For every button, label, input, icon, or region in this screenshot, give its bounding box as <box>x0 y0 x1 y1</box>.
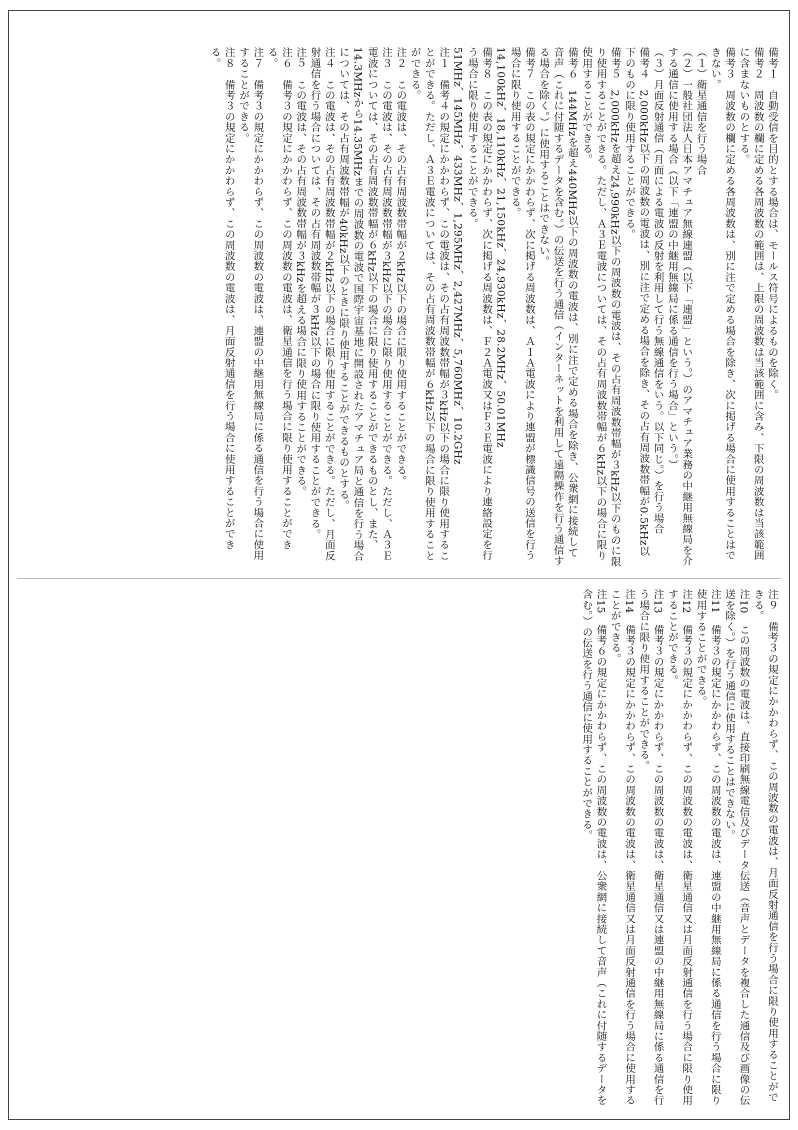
document-page <box>8 10 790 1120</box>
footnote-entry: 注14 備考３の規定にかかわらず、この周波数の電波は、衛星通信又は月面反射通信を行う場合に使用することができる。 <box>608 589 636 1106</box>
section-divider <box>17 578 781 579</box>
notes-upper-column <box>15 47 779 567</box>
footnote-entry: 注11 備考３の規定にかかわらず、この周波数の電波は、連盟の中継用無線局に係る通信を行う場合に限り使用することができる。 <box>694 589 721 1106</box>
footnote-entry: 注７ 備考３の規定にかかわらず、この周波数の電波は、連盟の中継用無線局に係る通信を行う場合に使用することができる。 <box>237 47 264 561</box>
note-entry: 備考１ 自動受信を目的とする場合は、モールス符号によるものを除く。 <box>766 47 778 401</box>
note-sub-item: （３）月面反射通信（月面による電波の反射を利用して行う無線通信をいう。以下同じ。）を行う場合 <box>651 47 664 534</box>
footnote-entry: 注５ この電波は、その占有周波数帯幅が３kHzを超える場合に限り使用することができる。 <box>294 47 307 497</box>
footnote-entry: 注６ 備考３の規定にかかわらず、この周波数の電波は、衛星通信を行う場合に限り使用することができる。 <box>265 47 292 550</box>
footnote-entry: 注10 この周波数の電波は、直接印刷無線電信及びデータ伝送（音声とデータを複合した通信及び画像の伝送を除く。）を行う通信に使用することはできない。 <box>723 589 750 1106</box>
footnote-entry: 注９ 備考３の規定にかかわらず、この周波数の電波は、月面反射通信を行う場合に限り使用することができる。 <box>751 589 778 1103</box>
footnote-entry: 注８ 備考３の規定にかかわらず、この周波数の電波は、月面反射通信を行う場合に使用することができる。 <box>208 47 235 550</box>
note-entry: 備考６ 144MHzを超え440MHz以下の周波数の電波は、別に注で定める場合を除き、公衆網に接続して音声（これに付随するデータを含む。）の伝送を行う通信（インターネットを利用して遠隔操作を行う通信する場合を除く。）に使用することはできない。 <box>537 47 578 567</box>
footnote-entry: 注15 備考６の規定にかかわらず、この周波数の電波は、公衆網に接続して音声（これに付随するデータを含む。）の伝送を行う通信に使用することができる。 <box>580 589 607 1106</box>
footnote-entry: 注２ この電波は、その占有周波数帯幅が２kHz以下の場合に限り使用することができる。 <box>394 47 407 487</box>
note-entry: 備考８ この表の規定にかかわらず、次に掲げる周波数は、Ｆ２Ａ電波又はＦ３Ｅ電波により連絡設定を行う場合に限り使用することができる。 <box>465 47 493 561</box>
footnote-entry: 注３ この電波は、その占有周波数帯幅が３kHz以下の場合に限り使用することができる。ただし、Ａ３Ｅ電波については、その占有周波数帯幅が６kHz以下の場合に限り使用することができるものとし、また、14.3MHzから14.35MHzまでの周波数の電波で国際宇宙基地に開設されたアマチュア局と通信を行う場合については、その占有周波数帯幅が40kHz以下のときに限り使用することができるものとする。 <box>337 47 392 562</box>
frequency-list: 14,100kHz、18,110kHz、21,150kHz、24,930kHz、28.2MHz、50.01MHz <box>494 47 507 448</box>
footnote-entry: 注13 備考３の規定にかかわらず、この周波数の電波は、衛星通信又は連盟の中継用無線局に係る通信を行う場合に限り使用することができる。 <box>637 589 664 1106</box>
note-entry: 備考７ この表の規定にかかわらず、次に掲げる周波数は、Ａ１Ａ電波により連盟が標識信号の送信を行う場合に限り使用することができる。 <box>508 47 535 561</box>
note-entry: 備考５ 2,000kHzを超え24,990kHz以下の周波数の電波は、その占有周波数帯幅が３kHz以下のものに限り使用することができる。ただし、Ａ３Ｅ電波については、その占有周波数帯幅が６kHz以下の場合に限り使用することができる。 <box>580 47 621 567</box>
note-entry: 備考３ 周波数の欄に定める各周波数は、別に注で定める場合を除き、次に掲げる場合に使用することはできない。 <box>708 47 736 561</box>
frequency-list: 51MHz、145MHz、433MHz、1,295MHz、2,427MHz、5,760MHz、10.2GHz <box>451 47 464 465</box>
footnote-entry: 注12 備考３の規定にかかわらず、この周波数の電波は、衛星通信又は月面反射通信を行う場合に限り使用することができる。 <box>665 589 693 1106</box>
note-sub-item: （２）一般社団法人日本アマチュア無線連盟（以下「連盟」という。）のアマチュア業務の中継用無線局を介する通信に使用する場合（以下「連盟の中継用無線局に係る通信を行う場合」という。） <box>665 47 693 567</box>
notes-lower-column <box>15 589 779 1109</box>
footnote-entry: 注４ この電波は、その占有周波数帯幅が２kHz以下の場合に限り使用することができる。ただし、月面反射通信を行う場合については、その占有周波数帯幅が３kHz以下の場合に限り使用することができる。 <box>308 47 335 561</box>
note-sub-item: （１）衛星通信を行う場合 <box>694 47 707 176</box>
note-entry: 備考４ 2,000kHz以下の周波数の電波は、別に注で定める場合を除き、その占有周波数帯幅が0.5kHz以下のものに限り使用することができる。 <box>623 47 650 557</box>
footnote-entry: 注１ 備考４の規定にかかわらず、この電波は、その占有周波数帯幅が３kHz以下の場合に限り使用することができる。ただし、Ａ３Ｅ電波については、その占有周波数帯幅が６kHz以下の場合に限り使用することができる。 <box>408 47 450 561</box>
note-entry: 備考２ 周波数の欄に定める各周波数の範囲は、上限の周波数は当該範囲に含み、下限の周波数は当該範囲に含まないものとする。 <box>737 47 764 561</box>
